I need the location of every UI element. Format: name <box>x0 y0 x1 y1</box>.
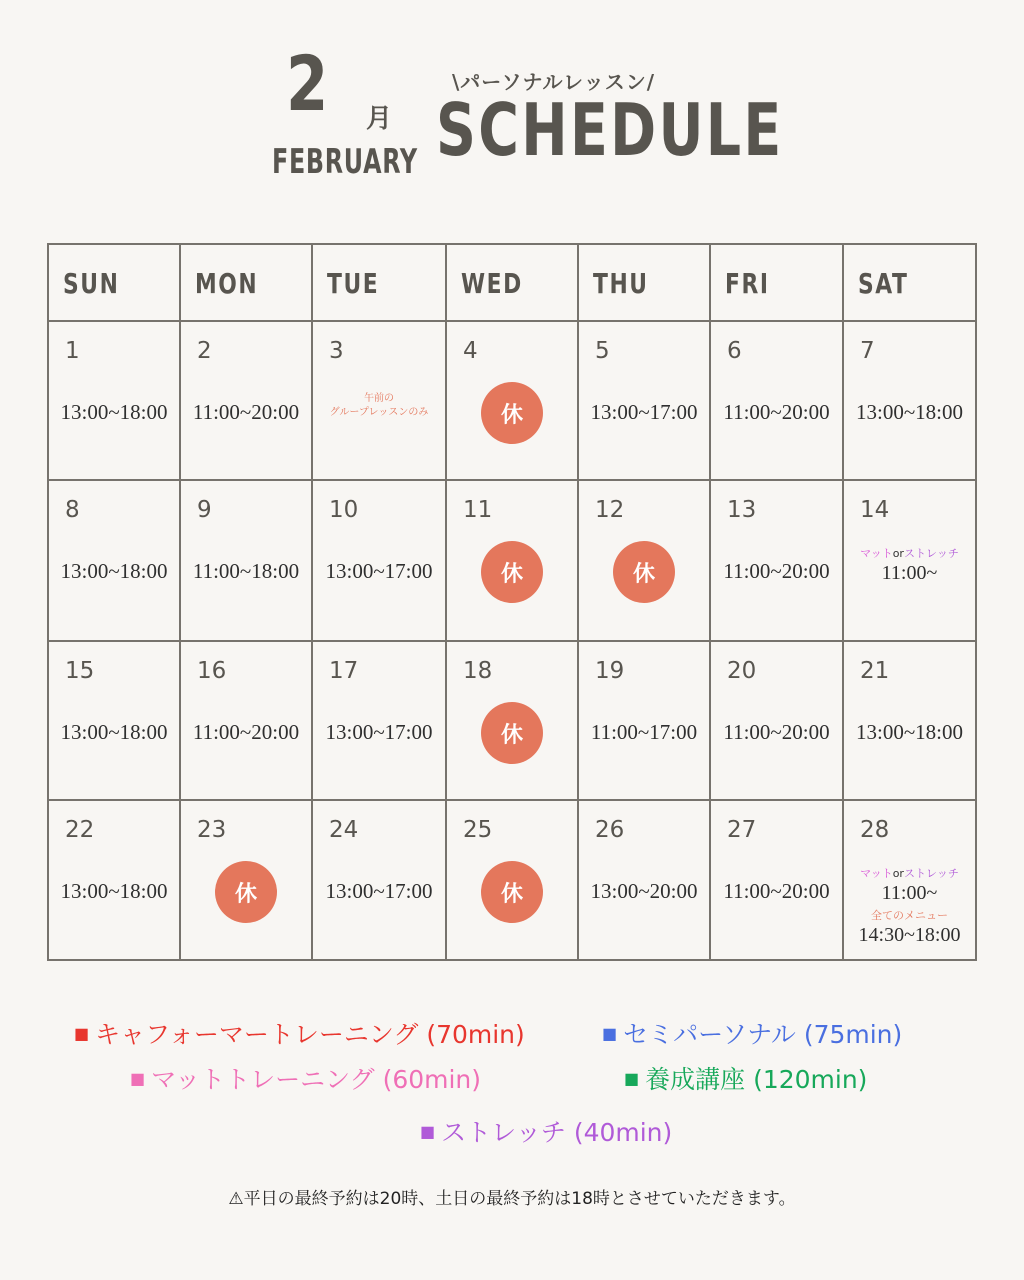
month-number: 2 <box>286 39 329 128</box>
closed-badge: 休 <box>613 541 675 603</box>
weekday-label: SUN <box>63 267 120 300</box>
weekday-label: THU <box>593 267 649 300</box>
lesson-hours: 13:00~18:00 <box>855 400 964 424</box>
day-cell <box>49 801 181 959</box>
legend-square-icon: ■ <box>602 1024 618 1043</box>
weekday-header <box>844 245 975 322</box>
day-number: 6 <box>727 338 742 364</box>
weekday-label: MON <box>195 267 259 300</box>
day-cell <box>181 322 313 481</box>
lesson-hours: 11:00~20:00 <box>192 720 300 744</box>
legend-item <box>74 1022 525 1047</box>
day-cell <box>49 642 181 801</box>
weekday-label: SAT <box>858 267 909 300</box>
day-number: 28 <box>860 817 890 843</box>
day-cell <box>447 642 579 801</box>
weekday-header <box>49 245 181 322</box>
lesson-hours: 11:00~20:00 <box>723 400 830 424</box>
legend-square-icon: ■ <box>624 1069 640 1088</box>
day-number: 19 <box>595 658 625 684</box>
weekday-label: FRI <box>725 267 770 300</box>
reservation-note: ⚠平日の最終予約は20時、土日の最終予約は18時とさせていただきます。 <box>228 1189 796 1209</box>
closed-badge: 休 <box>481 702 543 764</box>
menu-tag-mat: マット <box>860 547 893 560</box>
group-note-line: グループレッスンのみ <box>329 407 429 418</box>
closed-badge: 休 <box>481 861 543 923</box>
day-number: 4 <box>463 338 478 364</box>
day-number: 25 <box>463 817 493 843</box>
lesson-hours: 13:00~17:00 <box>325 559 433 583</box>
day-cell <box>711 801 844 959</box>
day-cell <box>711 322 844 481</box>
lesson-hours: 13:00~18:00 <box>60 720 168 744</box>
day-cell <box>844 642 975 801</box>
menu-tag-or: or <box>892 547 904 560</box>
day-cell <box>447 322 579 481</box>
closed-badge: 休 <box>215 861 277 923</box>
day-number: 8 <box>65 497 80 523</box>
page-title: SCHEDULE <box>436 88 784 172</box>
day-cell <box>313 481 447 642</box>
all-menu-hours: 14:30~18:00 <box>858 924 961 946</box>
weekday-header <box>447 245 579 322</box>
lesson-hours: 11:00~20:00 <box>723 720 830 744</box>
lesson-hours: 11:00~20:00 <box>723 879 830 903</box>
day-number: 11 <box>463 497 493 523</box>
day-number: 20 <box>727 658 757 684</box>
day-cell <box>447 801 579 959</box>
day-cell <box>181 642 313 801</box>
day-cell <box>313 801 447 959</box>
day-cell <box>313 322 447 481</box>
legend-label: 養成講座 (120min) <box>645 1065 868 1094</box>
day-cell <box>181 801 313 959</box>
menu-tag <box>844 867 975 881</box>
lesson-hours: 13:00~20:00 <box>590 879 698 903</box>
group-lesson-note <box>313 392 445 420</box>
day-number: 10 <box>329 497 359 523</box>
closed-badge: 休 <box>481 541 543 603</box>
day-cell <box>711 481 844 642</box>
day-cell <box>844 481 975 642</box>
group-note-line: 午前の <box>364 393 394 404</box>
menu-tag-stretch: ストレッチ <box>903 867 959 880</box>
weekday-header <box>181 245 313 322</box>
lesson-hours: 13:00~17:00 <box>325 879 433 903</box>
lesson-hours: 11:00~18:00 <box>192 559 300 583</box>
day-cell <box>579 481 711 642</box>
subtitle: \パーソナルレッスン/ <box>452 70 656 94</box>
menu-tag <box>844 547 975 561</box>
lesson-hours: 13:00~18:00 <box>60 400 168 424</box>
lesson-hours: 13:00~17:00 <box>590 400 698 424</box>
special-hours: 11:00~ <box>881 882 938 904</box>
menu-tag-or: or <box>892 867 904 880</box>
weekday-label: WED <box>461 267 523 300</box>
closed-badge: 休 <box>481 382 543 444</box>
legend-label: セミパーソナル (75min) <box>623 1020 903 1049</box>
legend-square-icon: ■ <box>74 1024 90 1043</box>
weekday-header <box>313 245 447 322</box>
day-number: 26 <box>595 817 625 843</box>
lesson-hours: 11:00~17:00 <box>590 720 698 744</box>
weekday-header <box>579 245 711 322</box>
day-cell <box>49 481 181 642</box>
special-schedule <box>844 547 975 585</box>
legend-item <box>420 1120 672 1145</box>
legend-label: キャフォーマートレーニング (70min) <box>95 1020 525 1049</box>
day-cell <box>579 322 711 481</box>
lesson-hours: 11:00~20:00 <box>192 400 300 424</box>
day-number: 13 <box>727 497 757 523</box>
day-cell <box>49 322 181 481</box>
all-menu-label: 全てのメニュー <box>871 909 948 922</box>
day-number: 27 <box>727 817 757 843</box>
day-number: 3 <box>329 338 344 364</box>
month-english: FEBRUARY <box>272 142 418 182</box>
day-cell <box>844 322 975 481</box>
day-number: 18 <box>463 658 493 684</box>
lesson-hours: 13:00~17:00 <box>325 720 433 744</box>
day-number: 23 <box>197 817 227 843</box>
header <box>0 0 1024 220</box>
weekday-header <box>711 245 844 322</box>
legend-item <box>130 1067 481 1092</box>
lesson-hours: 11:00~20:00 <box>723 559 830 583</box>
day-number: 2 <box>197 338 212 364</box>
special-schedule <box>844 867 975 947</box>
legend-item <box>602 1022 902 1047</box>
day-cell <box>313 642 447 801</box>
day-number: 14 <box>860 497 890 523</box>
day-cell <box>844 801 975 959</box>
menu-tag-stretch: ストレッチ <box>903 547 959 560</box>
calendar-grid <box>47 243 977 961</box>
day-number: 15 <box>65 658 95 684</box>
day-cell <box>447 481 579 642</box>
legend-label: ストレッチ (40min) <box>441 1118 673 1147</box>
day-cell <box>181 481 313 642</box>
day-number: 17 <box>329 658 359 684</box>
lesson-hours: 13:00~18:00 <box>60 559 168 583</box>
legend-square-icon: ■ <box>420 1122 436 1141</box>
day-number: 16 <box>197 658 227 684</box>
legend-item <box>624 1067 867 1092</box>
legend-label: マットトレーニング (60min) <box>151 1065 482 1094</box>
day-number: 22 <box>65 817 95 843</box>
lesson-hours: 13:00~18:00 <box>60 879 168 903</box>
all-menu-tag <box>844 909 975 923</box>
day-number: 7 <box>860 338 875 364</box>
month-kanji: 月 <box>366 104 393 134</box>
day-number: 21 <box>860 658 890 684</box>
weekday-label: TUE <box>327 267 380 300</box>
menu-tag-mat: マット <box>860 867 893 880</box>
day-number: 5 <box>595 338 610 364</box>
legend-square-icon: ■ <box>130 1069 146 1088</box>
day-cell <box>579 801 711 959</box>
lesson-hours: 13:00~18:00 <box>855 720 964 744</box>
day-cell <box>711 642 844 801</box>
special-hours: 11:00~ <box>881 562 938 584</box>
day-number: 12 <box>595 497 625 523</box>
day-cell <box>579 642 711 801</box>
day-number: 24 <box>329 817 359 843</box>
day-number: 1 <box>65 338 80 364</box>
day-number: 9 <box>197 497 212 523</box>
